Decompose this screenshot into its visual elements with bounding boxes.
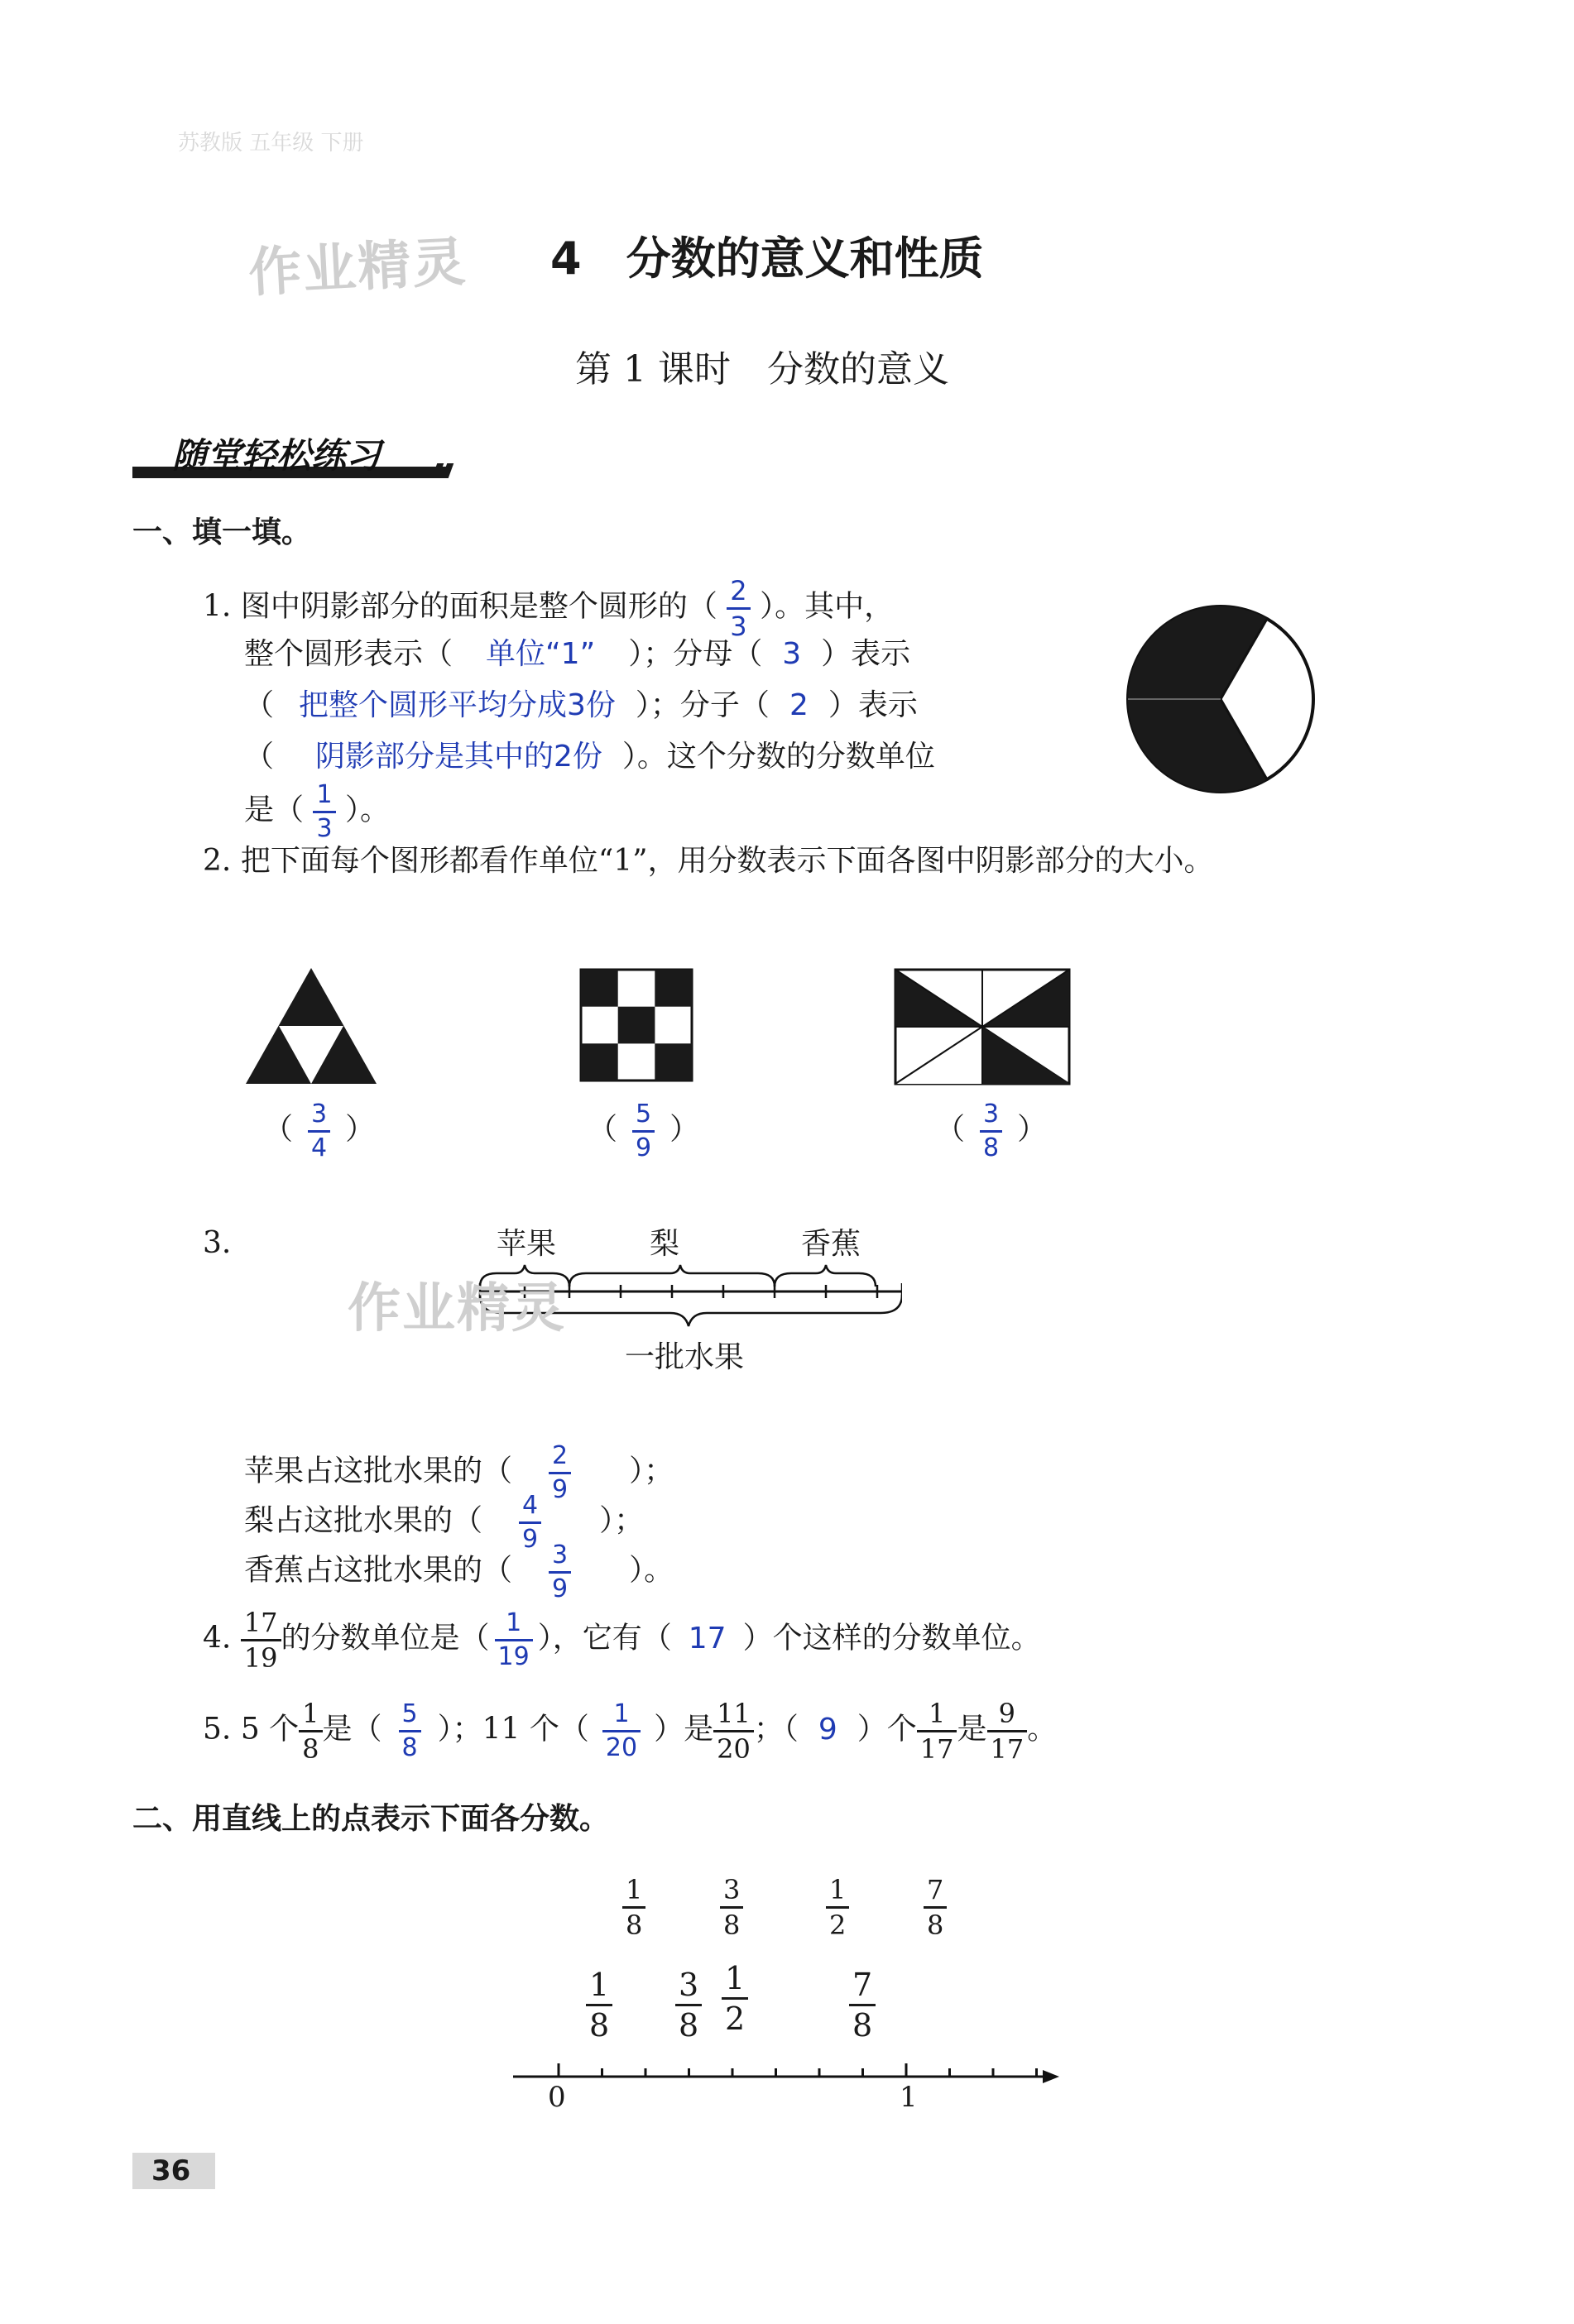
- q2-rectangle-figure: [894, 968, 1071, 1085]
- q1-line5: 是（ $\frac{1}{3}$ ）。: [244, 780, 391, 843]
- q2-number: 2.: [203, 844, 232, 878]
- q3-number: 3.: [203, 1226, 232, 1260]
- q3-answer-pear: $\frac{4}{9}$: [519, 1493, 541, 1552]
- chapter-title: 4 分数的意义和性质: [550, 232, 984, 285]
- q4-fraction: $\frac{17}{19}$: [241, 1609, 281, 1671]
- q3-line-apple: 苹果占这批水果的（ $\frac{2}{9}$ ）；: [244, 1441, 674, 1504]
- q1-answer-fraction: $\frac{2}{3}$: [727, 577, 750, 640]
- q3-line-pear: 梨占这批水果的（ $\frac{4}{9}$ ）；: [244, 1491, 645, 1554]
- q5: 5. 5 个 $\frac{1}{8}$ 是（ $\frac{5}{8}$ ）；11 个（ $\frac{1}{20}$ ）是 $\frac{11}{20}$ ；（ 9 ）个 $\frac{1}{17}$ 是 $\frac{9}{17}$ 。: [203, 1698, 1058, 1765]
- q2-answer-2: （ $\frac{5}{9}$ ）: [588, 1100, 700, 1162]
- page-number: 36: [151, 2154, 191, 2187]
- q1-line4: （ 阴影部分是其中的2份 ）。这个分数的分数单位: [244, 740, 935, 774]
- number-line-zero: 0: [548, 2081, 566, 2114]
- q3-answer-banana: $\frac{3}{9}$: [549, 1543, 571, 1602]
- q1-pie-figure: [1121, 600, 1320, 798]
- number-line: [509, 2052, 1063, 2101]
- part2-heading: 二、用直线上的点表示下面各分数。: [132, 1802, 610, 1836]
- q1-answer-denominator: 3: [782, 637, 802, 671]
- number-line-one: 1: [900, 2081, 918, 2114]
- lesson-title: 第 1 课时 分数的意义: [575, 348, 949, 391]
- q3-label-pear: 梨: [650, 1227, 680, 1261]
- q3-label-whole: 一批水果: [625, 1340, 745, 1374]
- q3-label-apple: 苹果: [497, 1227, 557, 1261]
- q2-answer-3: （ $\frac{3}{8}$ ）: [935, 1100, 1048, 1162]
- q4-answer-unit: $\frac{1}{19}$: [495, 1611, 533, 1670]
- q2-answer-1: （ $\frac{3}{4}$ ）: [263, 1100, 376, 1162]
- given-fraction-4: $\frac{7}{8}$: [924, 1876, 947, 1938]
- q4-answer-count: 17: [688, 1621, 727, 1656]
- watermark-top: 作业精灵: [247, 232, 469, 304]
- q1-answer-unit-fraction: $\frac{1}{3}$: [313, 783, 335, 841]
- q3-line-banana: 香蕉占这批水果的（ $\frac{3}{9}$ ）。: [244, 1541, 674, 1603]
- section-banner: [132, 430, 451, 480]
- q5-number: 5.: [203, 1712, 232, 1747]
- section-banner-text: 随堂轻松练习: [172, 435, 382, 476]
- q5-answer-3: 9: [818, 1712, 837, 1747]
- q1-number: 1.: [203, 589, 232, 624]
- q4-number: 4.: [203, 1621, 232, 1656]
- q2-grid-figure: [579, 968, 693, 1082]
- q2: 2. 把下面每个图形都看作单位“1”，用分数表示下面各图中阴影部分的大小。: [203, 844, 1214, 878]
- q2-triangle-figure: [244, 966, 378, 1085]
- q3-label-banana: 香蕉: [801, 1227, 861, 1261]
- nl-fraction-2: $\frac{3}{8}$: [675, 1969, 702, 2041]
- q5-answer-1: $\frac{5}{8}$: [399, 1702, 421, 1761]
- nl-fraction-1: $\frac{1}{8}$: [586, 1969, 612, 2041]
- q4: 4. $\frac{17}{19}$ 的分数单位是（ $\frac{1}{19}$ ），它有（ 17 ）个这样的分数单位。: [203, 1607, 1041, 1674]
- q5-answer-2: $\frac{1}{20}$: [602, 1702, 641, 1761]
- q1-line1: 1. 图中阴影部分的面积是整个圆形的（ $\frac{2}{3}$ ）。其中，: [203, 575, 895, 642]
- given-fraction-3: $\frac{1}{2}$: [826, 1876, 849, 1938]
- q1-answer-numerator-meaning: 阴影部分是其中的2份: [315, 740, 602, 774]
- q1-line3: （ 把整个圆形平均分成3份 ）；分子（ 2 ）表示: [244, 688, 918, 722]
- q3-answer-apple: $\frac{2}{9}$: [549, 1444, 571, 1502]
- watermark-middle: 作业精灵: [348, 1278, 566, 1339]
- given-fraction-2: $\frac{3}{8}$: [720, 1876, 743, 1938]
- nl-fraction-3: $\frac{1}{2}$: [722, 1962, 748, 2034]
- q1-answer-denominator-meaning: 把整个圆形平均分成3份: [299, 688, 616, 722]
- q1-answer-numerator: 2: [789, 688, 809, 722]
- q1-answer-unit: 单位“1”: [486, 637, 596, 671]
- given-fraction-1: $\frac{1}{8}$: [622, 1876, 645, 1938]
- header-faint: 苏教版 五年级 下册: [178, 131, 364, 156]
- part1-heading: 一、填一填。: [132, 515, 312, 549]
- q1-line2: 整个圆形表示（ 单位“1” ）；分母（ 3 ）表示: [244, 637, 911, 671]
- nl-fraction-4: $\frac{7}{8}$: [849, 1969, 876, 2041]
